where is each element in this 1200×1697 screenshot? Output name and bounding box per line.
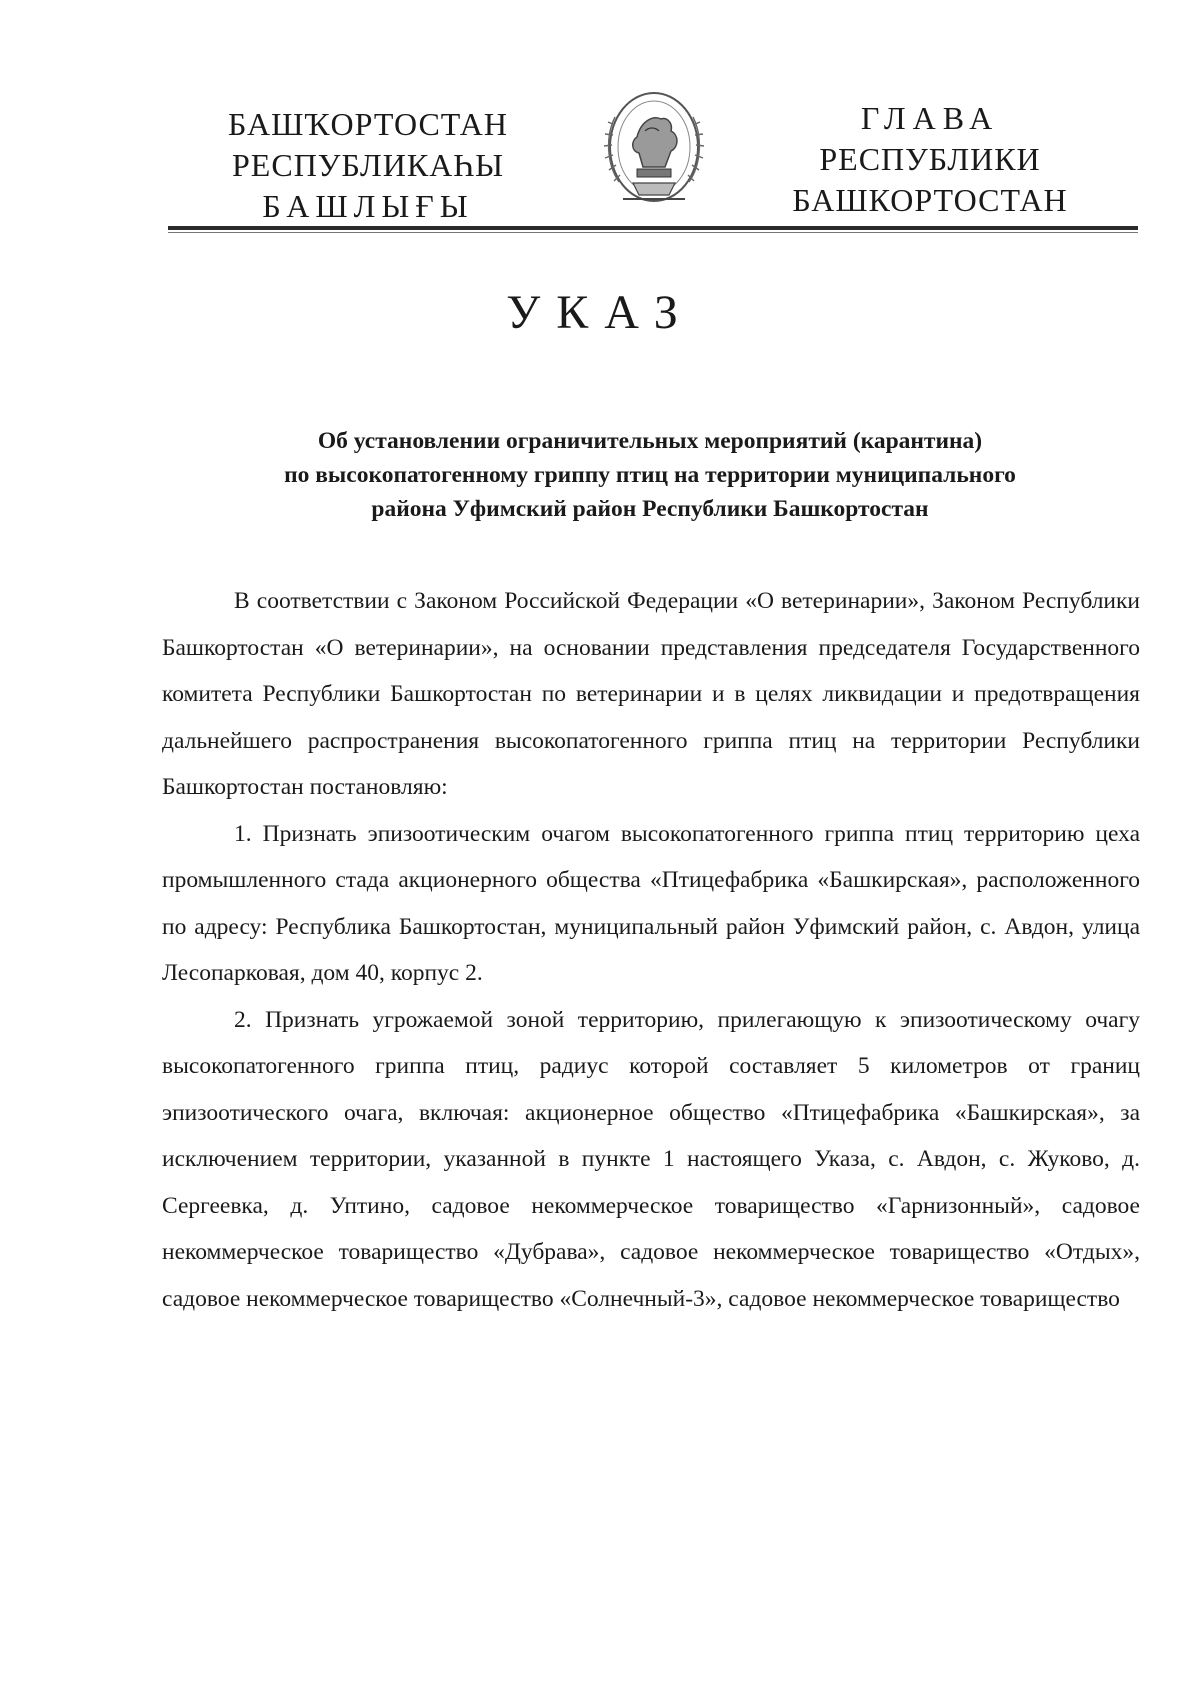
- header-russian-title: [780, 98, 1080, 221]
- document-header: [0, 0, 1200, 240]
- preamble-paragraph: В соответствии с Законом Российской Федерации «О ветеринарии», Законом Республики Башкортостан «О ветеринарии», на основании представления председателя Государственного комитета Республики Башкортостан по ветеринарии и в целях ликвидации и предотвращения дальнейшего распространения высокопатогенного гриппа птиц на территории Республики Башкортостан постановляю:: [162, 588, 1140, 800]
- clause-1-paragraph: 1. Признать эпизоотическим очагом высокопатогенного гриппа птиц территорию цеха промышленного стада акционерного общества «Птицефабрика «Башкирская», расположенного по адресу: Республика Башкортостан, муниципальный район Уфимский район, с. Авдон, улица Лесопарковая, дом 40, корпус 2.: [162, 820, 1140, 986]
- header-left-line-1: БАШҠОРТОСТАН: [228, 106, 508, 142]
- clause-2-paragraph: 2. Признать угрожаемой зоной территорию, прилегающую к эпизоотическому очагу высокопатогенного гриппа птиц, радиус которой составляет 5 километров от границ эпизоотического очага, включая: акционерное общество «Птицефабрика «Башкирская», за исключением территории, указанной в пункте 1 настоящего Указа, с. Авдон, с. Жуково, д. Сергеевка, д. Уптино, садовое некоммерческое товарищество «Гарнизонный», садовое некоммерческое товарищество «Дубрава», садовое некоммерческое товарищество «Отдых», садовое некоммерческое товарищество «Солнечный-3», садовое некоммерческое товарищество: [162, 1006, 1140, 1312]
- header-right-line-3: БАШКОРТОСТАН: [792, 182, 1068, 218]
- header-left-line-2: РЕСПУБЛИКАҺЫ: [232, 147, 504, 183]
- decree-subject: [160, 424, 1140, 526]
- document-title: УКАЗ: [506, 286, 694, 339]
- header-left-line-3: БАШЛЫҒЫ: [262, 188, 474, 224]
- header-bashkir-title: [218, 104, 518, 227]
- header-divider-thin: [168, 232, 1138, 233]
- header-divider-thick: [168, 226, 1138, 230]
- coat-of-arms-icon: [593, 87, 715, 215]
- subject-line-2: по высокопатогенному гриппу птиц на территории муниципального: [284, 462, 1016, 488]
- header-right-line-2: РЕСПУБЛИКИ: [819, 141, 1041, 177]
- subject-line-1: Об установлении ограничительных мероприятий (карантина): [317, 428, 983, 454]
- subject-line-3: района Уфимский район Республики Башкортостан: [371, 496, 929, 522]
- decree-body: [162, 578, 1140, 1322]
- header-right-line-1: ГЛАВА: [860, 100, 1000, 136]
